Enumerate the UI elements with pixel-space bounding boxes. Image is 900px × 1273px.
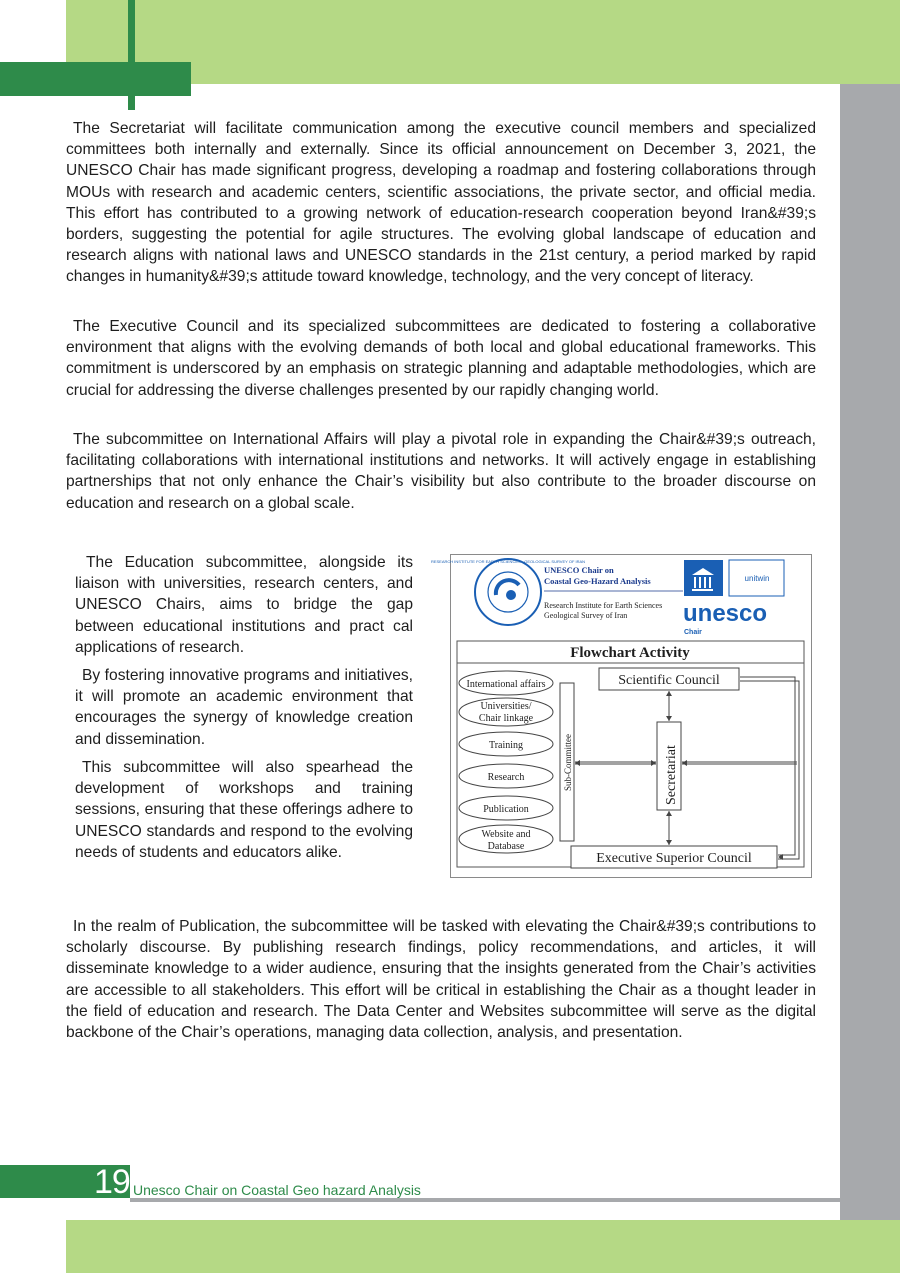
subcommittee-publication: Publication: [483, 804, 529, 815]
header-band: [66, 0, 900, 84]
paragraph-innovation: By fostering innovative programs and initiatives, it will promote an academic environment that encourages the synergy of knowledge creation and dissemination.: [75, 667, 413, 748]
subcommittee-training: Training: [488, 740, 524, 751]
page-number: 19: [94, 1163, 130, 1201]
header-vertical-line: [128, 0, 135, 110]
footer-band: [66, 1220, 900, 1273]
unitwin-text: unitwin: [744, 574, 770, 583]
seal-text: RESEARCH INSTITUTE FOR EARTH SCIENCES · GEOLOGICAL SURVEY OF IRAN: [430, 559, 586, 564]
chair-title-line2: Coastal Geo-Hazard Analysis: [544, 576, 651, 586]
flowchart-title: Flowchart Activity: [570, 645, 690, 661]
paragraph-education: The Education subcommittee, alongside its liaison with universities, research centers, and UNESCO Chairs, aims to bridge the gap between educational institutions and pract cal applications of research.: [75, 554, 413, 656]
subcommittee-universities: Universities/: [480, 701, 532, 712]
subcommittee-research: Research: [487, 772, 525, 783]
secretariat-box: Secretariat: [664, 745, 679, 805]
paragraph-publication: In the realm of Publication, the subcommittee will be tasked with elevating the Chair&#39;s contributions to scholarly discourse. By publishing research findings, policy recommendations, and articles, it will disseminate knowledge to a wider audience, ensuring that the insights generated from the Chair’s activities are accessible to all stakeholders. This effort will be critical in establishing the Chair as a thought leader in the field of education and research. The Data Center and Websites subcommittee will serve as the digital backbone of the Chair’s operations, managing data collection, analysis, and presentation.: [66, 918, 816, 1042]
scientific-council-box: Scientific Council: [618, 673, 720, 688]
subcommittee-international-affairs: International affairs: [466, 679, 546, 690]
paragraph-executive-council: The Executive Council and its specialized subcommittees are dedicated to fostering a collaborative environment that aligns with the evolving demands of both local and global educational frameworks. This commitment is underscored by an emphasis on strategic planning and adaptable methodologies, which are crucial for addressing the diverse challenges presented by our rapidly changing world.: [66, 318, 816, 399]
paragraph-international-affairs: The subcommittee on International Affairs will play a pivotal role in expanding the Chair&#39;s outreach, facilitating collaborations with international institutions and networks. It will actively engage in establishing partnerships that not only enhance the Chair’s visibility but also contribute to the broader discourse on education and research on a global scale.: [66, 431, 816, 512]
unesco-chair-label: Chair: [684, 629, 702, 636]
footer-rule: [130, 1198, 840, 1202]
paragraph-secretariat: The Secretariat will facilitate communication among the executive council members and specialized committees both internally and externally. Since its official announcement on December 3, 2021, the UNESCO Chair has made significant progress, developing a roadmap and fostering collaborations through MOUs with research and academic centers, scientific associations, the private sector, and official media. This effort has contributed to a growing network of education-research cooperation beyond Iran&#39;s borders, suggesting the potential for agile structures. The evolving global landscape of education and research aligns with national laws and UNESCO standards in the 21st century, a period marked by rapid changes in humanity&#39;s attitude toward knowledge, technology, and the very concept of literacy.: [66, 120, 816, 286]
header-tab: [0, 62, 191, 96]
subcommittee-website: Website and: [481, 829, 531, 840]
unesco-logo: [683, 560, 784, 636]
institute-line2: Geological Survey of Iran: [544, 611, 628, 620]
institute-line1: Research Institute for Earth Sciences: [544, 601, 663, 610]
flowchart-figure: [430, 554, 812, 878]
subcommittee-database: Database: [487, 841, 525, 852]
chair-title-line1: UNESCO Chair on: [544, 565, 614, 575]
subcommittee-chair-linkage: Chair linkage: [478, 713, 534, 724]
footer-title: Unesco Chair on Coastal Geo hazard Analysis: [133, 1182, 421, 1198]
unesco-wordmark: unesco: [683, 600, 768, 627]
side-bar: [840, 84, 900, 1220]
paragraph-workshops: This subcommittee will also spearhead the development of workshops and training sessions, ensuring that these offerings adhere to UNESCO standards and respond to the evolving needs of students and educators alike.: [75, 759, 413, 861]
executive-council-box: Executive Superior Council: [596, 851, 752, 866]
sub-committee-label: Sub-Committee: [563, 734, 573, 791]
